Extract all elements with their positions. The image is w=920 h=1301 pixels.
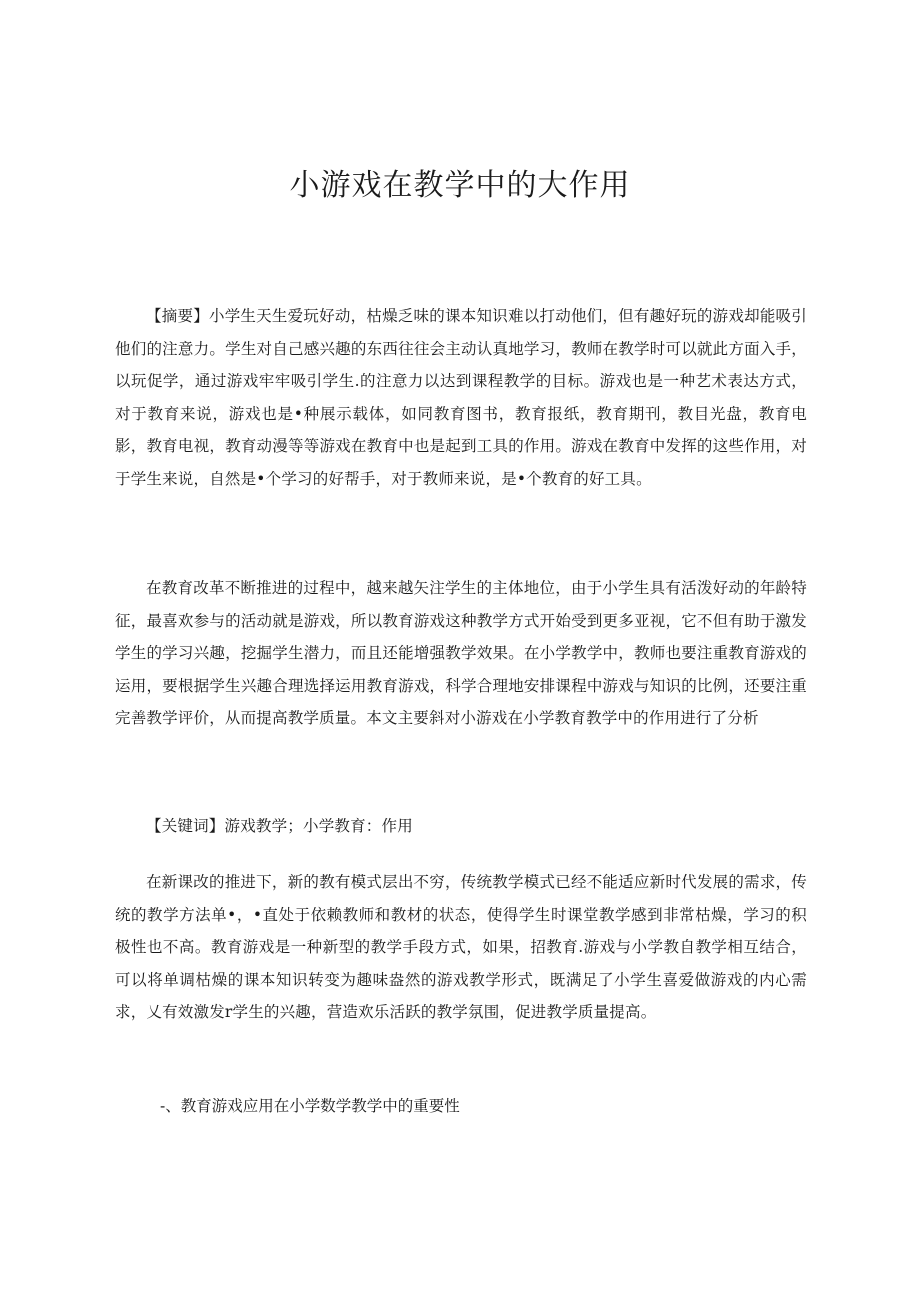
- body-paragraph: 在新课改的推进下，新的教有模式层出不穷，传统教学模式已经不能适应新时代发展的需求，传统的教学方法单•，•直处于依赖教师和教材的状态，使得学生时课堂教学感到非常枯燥，学习的积极性也不高。教育游戏是一种新型的教学手段方式，如果，招教育.游戏与小学教自教学相互结合，可以将单调枯燥的课本知识转变为趣味盎然的游戏教学形式，既满足了小学生喜爱做游戏的内心需求，乂有效激发r学生的兴趣，营造欢乐活跃的教学氛围，促进教学质量提高。: [115, 873, 807, 1022]
- section-heading: -、教育游戏应用在小学数学教学中的重要性: [160, 1097, 460, 1115]
- abstract-paragraph: 【摘要】小学生天生爱玩好动，枯燥乏味的课本知识难以打动他们，但有趣好玩的游戏却能吸引他们的注意力。学生对自己感兴趣的东西往往会主动认真地学习，教师在教学时可以就此方面入手，以玩促学，通过游戏牢牢吸引学生.的注意力以达到课程教学的目标。游戏也是一种艺术表达方式，对于教育来说，游戏也是•种展示载体，如同教育图书，教育报纸，教育期刊，教目光盘，教育电影，教育电视，教育动漫等等游戏在教育中也是起到工具的作用。游戏在教育中发挥的这些作用，对于学生来说，自然是•个学习的好帮手，对于教师来说，是•个教育的好工具。: [115, 307, 807, 488]
- document-title: 小游戏在教学中的大作用: [289, 168, 631, 203]
- intro-paragraph: 在教育改革不断推进的过程中，越来越矢注学生的主体地位，由于小学生具有活泼好动的年龄特征，最喜欢参与的活动就是游戏，所以教育游戏这种教学方式开始受到更多亚视，它不但有助于激发学生的学习兴趣，挖掘学生潜力，而且还能增强教学效果。在小学教学中，教师也要注重教育游戏的运用，要根据学生兴趣合理选择运用教育游戏，科学合理地安排课程中游戏与知识的比例，还要注重完善教学评价，从而提高教学质量。本文主要斜对小游戏在小学教育教学中的作用进行了分析: [115, 579, 807, 728]
- keywords-line: 【关键词】游戏教学；小学教育：作用: [146, 817, 413, 835]
